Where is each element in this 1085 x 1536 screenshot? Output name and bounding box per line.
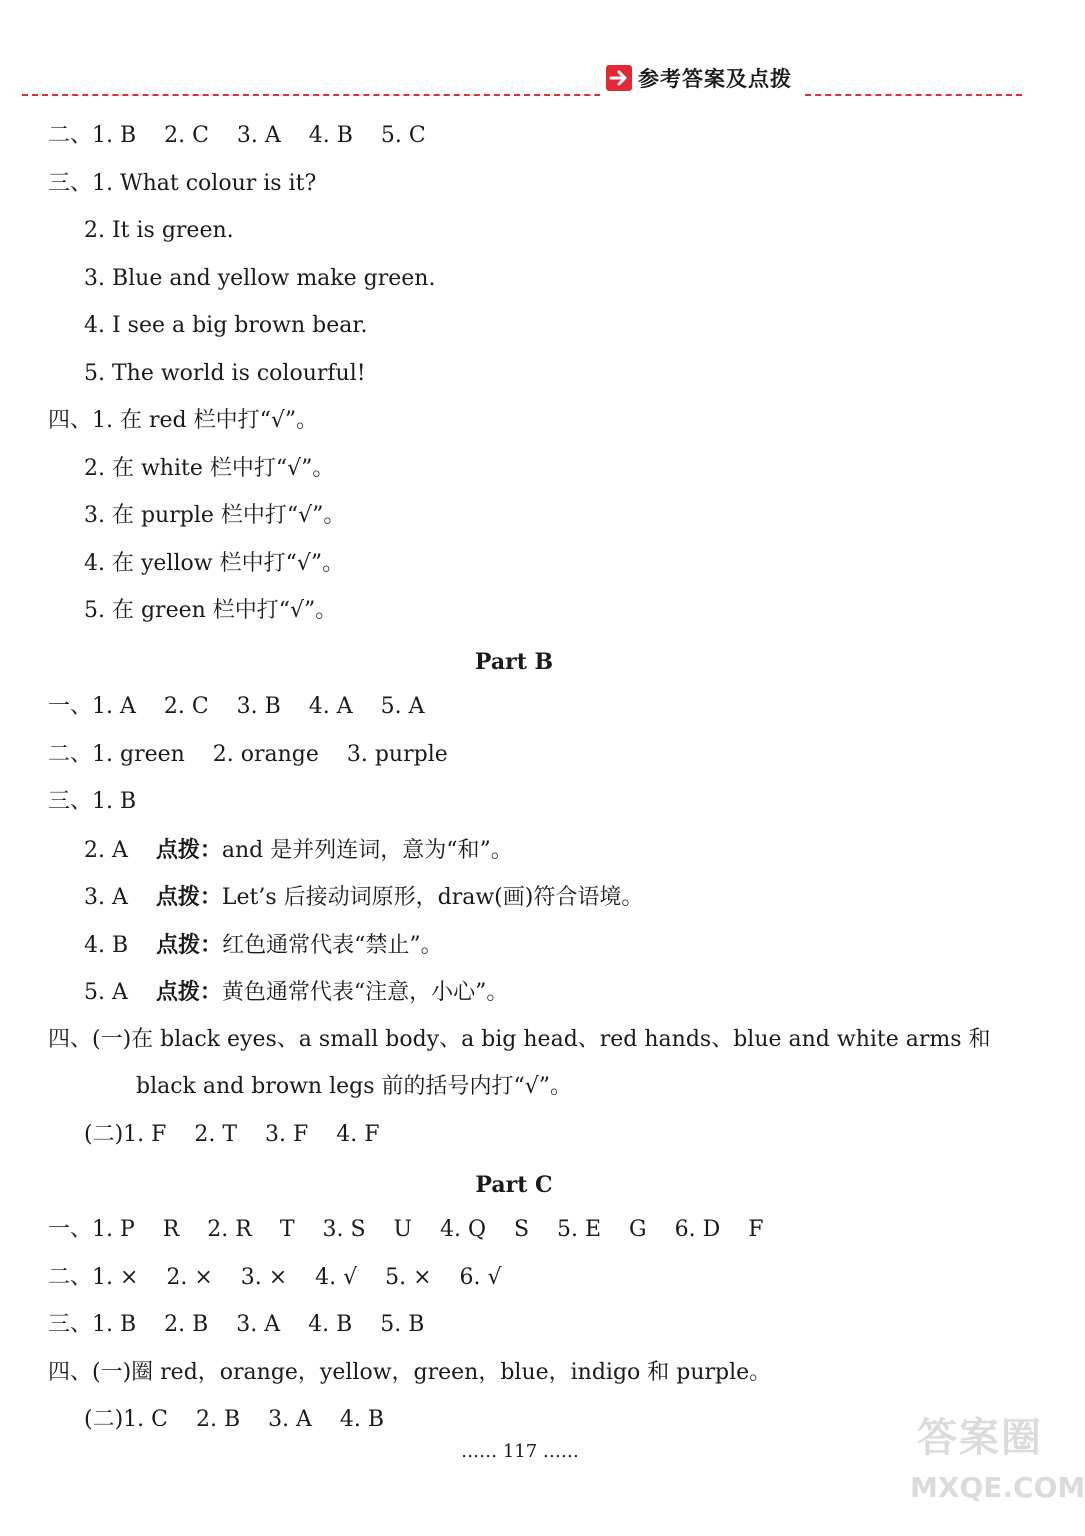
answer-line: 4. I see a big brown bear. bbox=[84, 313, 368, 338]
answer: 5. A bbox=[84, 980, 156, 1005]
answer-line: 三、1. B bbox=[48, 789, 137, 814]
answer-line: 一、1. P R 2. R T 3. S U 4. Q S 5. E G 6. D F bbox=[48, 1217, 764, 1242]
tip-label: 点拨： bbox=[155, 837, 222, 863]
answer-line: (二)1. C 2. B 3. A 4. B bbox=[84, 1407, 385, 1432]
answer-line: 2. It is green. bbox=[84, 218, 234, 243]
answer-line: 3. 在 purple 栏中打“√”。 bbox=[84, 503, 346, 528]
answer-line: 4. 在 yellow 栏中打“√”。 bbox=[84, 551, 345, 576]
tip-text: 黄色通常代表“注意，小心”。 bbox=[221, 980, 509, 1005]
watermark-bottom-text: MXQE.COM bbox=[910, 1471, 1085, 1504]
header-title: 参考答案及点拨 bbox=[638, 67, 792, 91]
tip-text: Let’s 后接动词原形，draw(画)符合语境。 bbox=[221, 885, 644, 910]
watermark-logo bbox=[910, 1408, 1085, 1528]
arrow-right-icon bbox=[606, 65, 632, 91]
answer-line: black and brown legs 前的括号内打“√”。 bbox=[136, 1074, 573, 1099]
answer-line: 3. Blue and yellow make green. bbox=[84, 266, 436, 291]
answer: 3. A bbox=[84, 885, 156, 910]
tip-text: and 是并列连词，意为“和”。 bbox=[221, 838, 513, 863]
answer-line: 二、1. green 2. orange 3. purple bbox=[48, 742, 448, 767]
answer-line: 二、1. B 2. C 3. A 4. B 5. C bbox=[48, 123, 426, 148]
section-heading-part-c: Part C bbox=[475, 1172, 553, 1198]
tip-label: 点拨： bbox=[156, 932, 223, 958]
answer-line: 二、1. × 2. × 3. × 4. √ 5. × 6. √ bbox=[48, 1265, 502, 1290]
answer-line: 2. 在 white 栏中打“√”。 bbox=[84, 456, 335, 481]
answer-line: 四、(一)圈 red，orange，yellow，green，blue，indigo 和 purple。 bbox=[48, 1360, 772, 1385]
page-number bbox=[0, 1440, 1040, 1464]
page-number-value: 117 bbox=[502, 1441, 538, 1462]
tip-label: 点拨： bbox=[155, 884, 222, 910]
answer-line: 一、1. A 2. C 3. B 4. A 5. A bbox=[48, 694, 425, 719]
answer-line-with-tip bbox=[84, 882, 643, 913]
watermark-top-text: 答案圈 bbox=[917, 1415, 1043, 1461]
page-header bbox=[600, 60, 802, 96]
answer: 4. B bbox=[84, 933, 157, 958]
answer-line: 三、1. B 2. B 3. A 4. B 5. B bbox=[48, 1312, 425, 1337]
answer-line: 5. 在 green 栏中打“√”。 bbox=[84, 598, 338, 623]
answer: 2. A bbox=[84, 838, 156, 863]
header-dashed-line bbox=[22, 94, 1022, 96]
answer-line: 5. The world is colourful! bbox=[84, 361, 366, 386]
tip-label: 点拨： bbox=[155, 979, 222, 1005]
page-dots-left: …… bbox=[461, 1441, 498, 1462]
tip-text: 红色通常代表“禁止”。 bbox=[222, 933, 443, 958]
page-dots-right: …… bbox=[542, 1441, 579, 1462]
answer-line: 三、1. What colour is it? bbox=[48, 171, 317, 196]
section-heading-part-b: Part B bbox=[474, 649, 554, 675]
answer-line: 四、1. 在 red 栏中打“√”。 bbox=[48, 408, 319, 433]
answer-line-with-tip bbox=[84, 977, 508, 1008]
answer-line-with-tip bbox=[84, 930, 443, 961]
answer-line: (二)1. F 2. T 3. F 4. F bbox=[84, 1122, 380, 1147]
answer-line-with-tip bbox=[84, 835, 513, 866]
answer-line: 四、(一)在 black eyes、a small body、a big head、red hands、blue and white arms 和 bbox=[48, 1027, 991, 1052]
